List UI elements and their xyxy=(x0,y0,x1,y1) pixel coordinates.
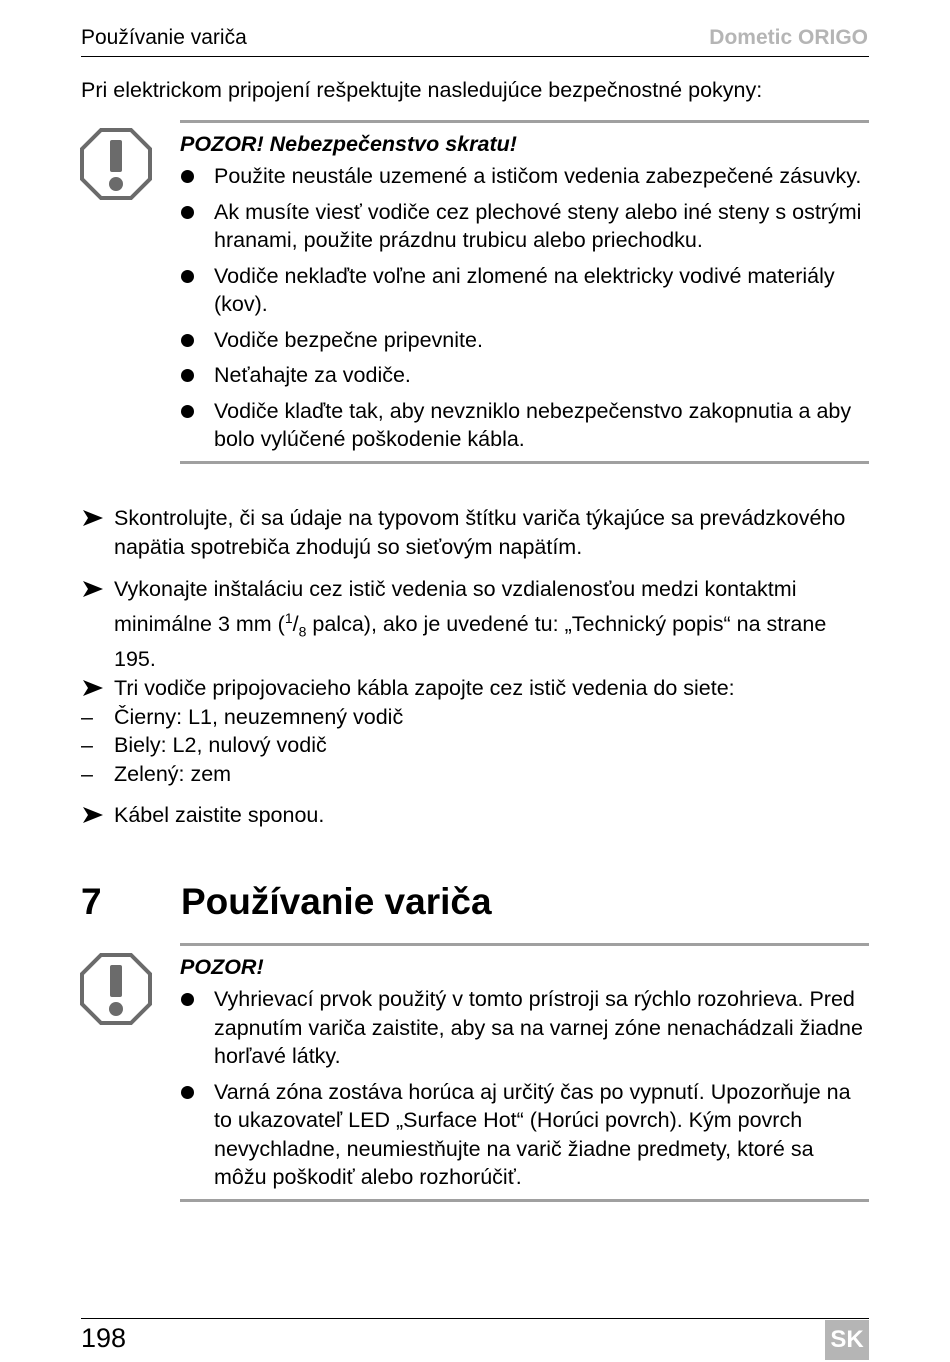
arrow-right-icon xyxy=(81,674,105,702)
bullet-dot xyxy=(181,170,194,183)
exclamation-octagon-icon xyxy=(80,953,152,1025)
arrow-right-icon xyxy=(81,801,105,829)
header-divider xyxy=(81,56,869,57)
page-number: 198 xyxy=(81,1323,127,1353)
bullet-dot xyxy=(181,405,194,418)
running-header-product: Dometic ORIGO xyxy=(709,26,868,49)
warning-title: POZOR! xyxy=(180,955,264,979)
list-item: Vodiče bezpečne pripevnite. xyxy=(180,326,869,355)
list-item: Neťahajte za vodiče. xyxy=(180,361,869,390)
warning-list xyxy=(180,162,869,454)
bullet-dot xyxy=(181,993,194,1006)
running-header-section: Používanie variča xyxy=(81,26,247,49)
instruction-step: Skontrolujte, či sa údaje na typovom štítku variča týkajúce sa prevádzkového napätia spotrebiča zhodujú so sieťovým napätím. xyxy=(81,504,871,561)
footer-divider xyxy=(81,1318,869,1319)
bullet-dot xyxy=(181,334,194,347)
arrow-right-icon xyxy=(81,575,105,603)
instruction-step: Kábel zaistite sponou. xyxy=(81,801,871,830)
warning-top-rule xyxy=(180,120,869,123)
list-item: – Zelený: zem xyxy=(81,761,232,786)
exclamation-octagon-icon xyxy=(80,128,152,200)
warning-bottom-rule xyxy=(180,461,869,464)
list-item: Varná zóna zostáva horúca aj určitý čas po vypnutí. Upozorňuje na to ukazovateľ LED „Surface Hot“ (Horúci povrch). Kým povrch nevychladne, neumiestňujte na varič žiadne predmety, ktoré sa môžu poškodiť alebo rozhorúčiť. xyxy=(180,1078,869,1192)
list-item: Použite neustále uzemené a ističom vedenia zabezpečené zásuvky. xyxy=(180,162,869,191)
list-item: Vodiče klaďte tak, aby nevzniklo nebezpečenstvo zakopnutia a aby bolo vylúčené poškodenie kábla. xyxy=(180,397,869,454)
instruction-step: Vykonajte inštaláciu cez istič vedenia so vzdialenosťou medzi kontaktmi minimálne 3 mm ($^1/_8$ palca), ako je uvedené tu: „Technický popis“ na strane 195. xyxy=(81,575,871,674)
intro-paragraph: Pri elektrickom pripojení rešpektujte nasledujúce bezpečnostné pokyny: xyxy=(81,78,763,102)
bullet-dot xyxy=(181,1086,194,1099)
language-badge: SK xyxy=(825,1320,869,1360)
instruction-step: Tri vodiče pripojovacieho kábla zapojte cez istič vedenia do siete: – Čierny: L1, neuzemnený vodič – Biely: L2, nulový vodič – Zelený: zem xyxy=(81,674,871,788)
warning-list xyxy=(180,985,869,1192)
chapter-number: 7 xyxy=(81,881,102,922)
list-item: – Biely: L2, nulový vodič xyxy=(81,733,327,757)
list-item: Vyhrievací prvok použitý v tomto prístroji sa rýchlo rozohrieva. Pred zapnutím variča zaistite, aby sa na varnej zóne nenachádzali žiadne horľavé látky. xyxy=(180,985,869,1071)
list-item: Ak musíte viesť vodiče cez plechové steny alebo iné steny s ostrými hranami, použite prázdnu trubicu alebo priechodku. xyxy=(180,198,869,255)
warning-box-short-circuit xyxy=(180,120,869,464)
warning-title: POZOR! Nebezpečenstvo skratu! xyxy=(180,132,517,156)
bullet-dot xyxy=(181,206,194,219)
wire-list xyxy=(81,703,871,789)
warning-bottom-rule xyxy=(180,1199,869,1202)
warning-top-rule xyxy=(180,943,869,946)
arrow-right-icon xyxy=(81,504,105,532)
list-item: Vodiče neklaďte voľne ani zlomené na elektricky vodivé materiály (kov). xyxy=(180,262,869,319)
bullet-dot xyxy=(181,270,194,283)
warning-box-hot-surface xyxy=(180,943,869,1202)
chapter-title: Používanie variča xyxy=(181,881,492,922)
bullet-dot xyxy=(181,369,194,382)
list-item: – Čierny: L1, neuzemnený vodič xyxy=(81,704,404,729)
